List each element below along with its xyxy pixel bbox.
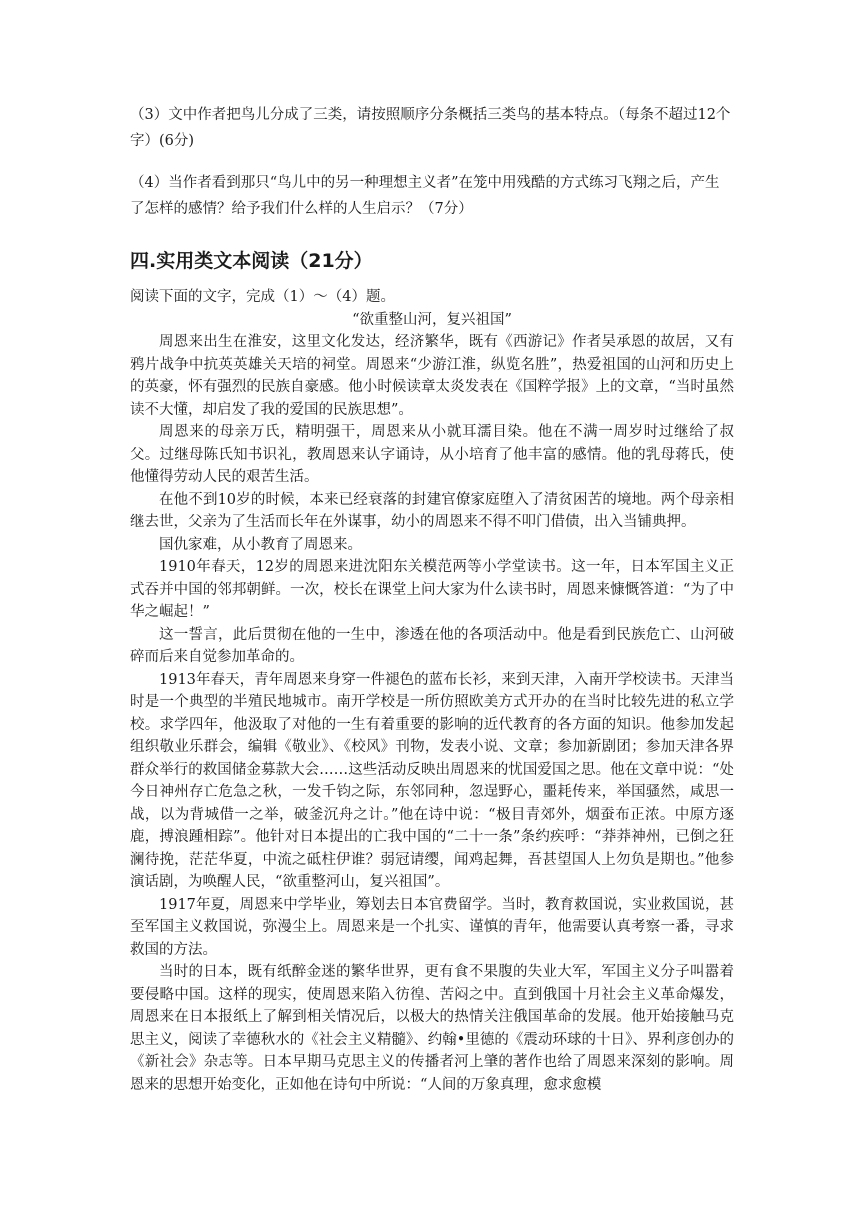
article-paragraph: 这一誓言，此后贯彻在他的一生中，渗透在他的各项活动中。他是看到民族危亡、山河破碎而后来自觉参加革命的。 — [130, 626, 734, 665]
article-paragraph: 1913年春天，青年周恩来身穿一件褪色的蓝布长衫，来到天津，入南开学校读书。天津当时是一个典型的半殖民地城市。南开学校是一所仿照欧美方式开办的在当时比较先进的私立学校。求学四年，他汲取了对他的一生有着重要的影响的近代教育的各方面的知识。他参加发起组织敬业乐群会，编辑《敬业》、《校风》刊物，发表小说、文章；参加新剧团；参加天津各界群众举行的救国储金募款大会……这些活动反映出周恩来的忧国爱国之思。他在文章中说：“处今日神州存亡危急之秋，一发千钧之际，东邻同种，忽逞野心，噩耗传来，举国骚然，咸思一战，以为背城借一之举，破釜沉舟之计。”他在诗中说：“极目青郊外，烟蚕布正浓。中原方逐鹿，搏浪踵相踪”。他针对日本提出的亡我中国的“二十一条”条约疾呼：“莽莽神州，已倒之狂澜待挽，茫茫华夏，中流之砥柱伊谁？弱冠请缨，闻鸡起舞，吾甚望国人上勿负是期也。”他参演话剧，为唤醒人民，“欲重整河山，复兴祖国”。 — [130, 671, 734, 890]
article-paragraph: 1917年夏，周恩来中学毕业，筹划去日本官费留学。当时，教育救国说，实业救国说，甚至军国主义救国说，弥漫尘上。周恩来是一个扎实、谨慎的青年，他需要认真考察一番，寻求救国的方法。 — [130, 896, 734, 958]
section-title: 四.实用类文本阅读（21分） — [130, 250, 373, 272]
article-paragraph: 国仇家难，从小教育了周恩来。 — [159, 536, 362, 553]
question-3: （3）文中作者把鸟儿分成了三类，请按照顺序分条概括三类鸟的基本特点。（每条不超过12个字）(6分) — [130, 107, 731, 149]
article — [130, 286, 734, 1096]
question-4: （4）当作者看到那只“鸟儿中的另一种理想主义者”在笼中用残酷的方式练习飞翔之后，产生了怎样的感情？给予我们什么样的人生启示？（7分） — [130, 175, 720, 217]
article-paragraph: 周恩来的母亲万氏，精明强干，周恩来从小就耳濡目染。他在不满一周岁时过继给了叔父。过继母陈氏知书识礼，教周恩来认字诵诗，从小培育了他丰富的感情。他的乳母蒋氏，使他懂得劳动人民的艰苦生活。 — [130, 424, 734, 485]
article-paragraph: 当时的日本，既有纸醉金迷的繁华世界，更有食不果腹的失业大军，军国主义分子叫嚣着要侵略中国。这样的现实，使周恩来陷入彷徨、苦闷之中。直到俄国十月社会主义革命爆发，周恩来在日本报纸上了解到相关情况后，以极大的热情关注俄国革命的发展。他开始接触马克思主义，阅读了幸德秋水的《社会主义精髓》、约翰•里德的《震动环球的十日》、界利彦创办的《新社会》杂志等。日本早期马克思主义的传播者河上肇的著作也给了周恩来深刻的影响。周恩来的思想开始变化，正如他在诗句中所说：“人间的万象真理，愈求愈模 — [130, 964, 734, 1093]
article-paragraph: 在他不到10岁的时候，本来已经衰落的封建官僚家庭堕入了清贫困苦的境地。两个母亲相继去世，父亲为了生活而长年在外谋事，幼小的周恩来不得不叩门借债，出入当铺典押。 — [130, 491, 734, 530]
article-instructions: 阅读下面的文字，完成（1）～（4）题。 — [130, 289, 395, 305]
article-paragraph: 周恩来出生在淮安，这里文化发达，经济繁华，既有《西游记》作者吴承恩的故居，又有鸦片战争中抗英英雄关天培的祠堂。周恩来“少游江淮，纵览名胜”，热爱祖国的山河和历史上的英豪，怀有强烈的民族自豪感。他小时候读章太炎发表在《国粹学报》上的文章，“当时虽然读不大懂，却启发了我的爱国的民族思想”。 — [130, 334, 734, 418]
article-paragraph: 1910年春天，12岁的周恩来进沈阳东关模范两等小学堂读书。这一年，日本军国主义正式吞并中国的邻邦朝鲜。一次，校长在课堂上问大家为什么读书时，周恩来慷慨答道：“为了中华之崛起！” — [130, 559, 734, 620]
article-title: “欲重整山河，复兴祖国” — [352, 311, 512, 328]
